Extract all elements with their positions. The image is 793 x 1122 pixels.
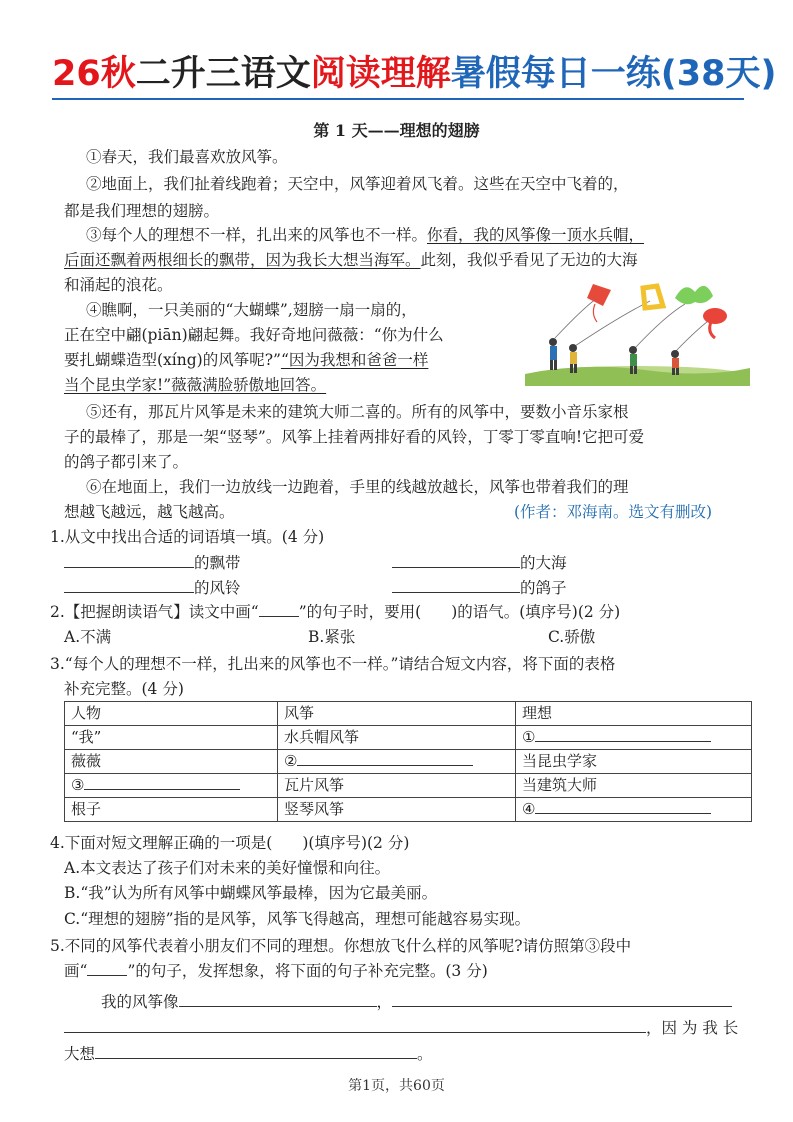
table-cell-blank[interactable]	[65, 774, 278, 798]
paragraph-5-line-1: ⑤还有，那瓦片风筝是未来的建筑大师二喜的。所有的风筝中，要数小音乐家根	[86, 403, 629, 421]
q5-prompt-text: 我的风筝像	[101, 993, 179, 1011]
paragraph-4-line-2: 正在空中翩(piān)翩起舞。我好奇地问薇薇：“你为什么	[64, 326, 444, 344]
q4-option-a: A.本文表达了孩子们对未来的美好憧憬和向往。	[64, 859, 391, 877]
question-1-stem: 1.从文中找出合适的词语填一填。(4 分)	[50, 528, 325, 546]
question-3-stem-line-1: 3.“每个人的理想不一样，扎出来的风筝也不一样。”请结合短文内容，将下面的表格	[50, 655, 616, 673]
paragraph-5-line-2: 子的最棒了，那是一架“竖琴”。风筝上挂着两排好看的风铃，丁零丁零直响!它把可爱	[64, 428, 645, 446]
table-cell: 薇薇	[65, 750, 278, 774]
table-row	[65, 726, 752, 750]
q1-blank-row-3	[64, 574, 241, 602]
blank-number: ②	[284, 752, 298, 770]
kite-flying-illustration	[525, 276, 750, 386]
q5-stem-part-1: 画“	[64, 962, 88, 980]
q5-blank-4[interactable]	[95, 1040, 417, 1059]
table-cell-blank[interactable]	[516, 798, 752, 822]
q5-because-text: ，因 为 我 长	[646, 1019, 739, 1037]
paragraph-6-line-1: ⑥在地面上，我们一边放线一边跑着，手里的线越放越长，风筝也带着我们的理	[86, 478, 629, 496]
underlined-quote-part-2: 当个昆虫学家!”薇薇满脸骄傲地回答。	[64, 376, 327, 394]
paragraph-4-text: 要扎蝴蝶造型(xíng)的风筝呢?”	[64, 351, 281, 369]
question-2-stem	[50, 599, 620, 626]
q1-blank-row-1	[64, 549, 241, 577]
table-cell: 水兵帽风筝	[278, 726, 516, 750]
paragraph-3-text: ③每个人的理想不一样，扎出来的风筝也不一样。	[86, 226, 428, 244]
answer-line	[535, 727, 711, 742]
q2-underline-marker	[259, 604, 299, 617]
paragraph-4-line-4	[64, 372, 326, 399]
paragraph-3-text-cont: 此刻，我似乎看见了无边的大海	[420, 251, 638, 269]
table-header-cell: 风筝	[278, 702, 516, 726]
paragraph-2-line-2: 都是我们理想的翅膀。	[64, 202, 220, 220]
table-cell-blank[interactable]	[516, 726, 752, 750]
q1-blank-3[interactable]	[64, 574, 194, 593]
q5-blank-2[interactable]	[392, 988, 732, 1007]
paragraph-5-line-3: 的鸽子都引来了。	[64, 453, 189, 471]
q1-blank-row-4	[392, 574, 567, 602]
paragraph-4-line-3	[64, 347, 428, 374]
paragraph-3-line-3: 和涌起的浪花。	[64, 276, 173, 294]
q5-answer-line-1	[101, 988, 732, 1016]
q1-word-3: 的风铃	[194, 579, 241, 597]
q5-underline-marker	[87, 963, 127, 976]
paragraph-6-line-2: 想越飞越远，越飞越高。	[64, 503, 235, 521]
q1-word-4: 的鸽子	[520, 579, 567, 597]
q2-stem-part-1: 2.【把握朗读语气】读文中画“	[50, 603, 259, 621]
blank-number: ①	[522, 728, 536, 746]
banner-part-4: 暑假每日一练(38天)	[450, 54, 777, 94]
table-cell: 瓦片风筝	[278, 774, 516, 798]
q2-option-c: C.骄傲	[548, 628, 596, 646]
table-cell: 竖琴风筝	[278, 798, 516, 822]
banner-underline	[52, 98, 744, 100]
blank-number: ③	[71, 776, 85, 794]
table-header-row	[65, 702, 752, 726]
q4-option-c: C.“理想的翅膀”指的是风筝，风筝飞得越高，理想可能越容易实现。	[64, 910, 531, 928]
page-number-footer: 第1页，共60页	[348, 1078, 445, 1094]
answer-line	[84, 775, 240, 790]
author-credit: (作者：邓海南。选文有删改)	[514, 503, 713, 521]
q3-table	[64, 701, 752, 822]
paragraph-3-line-1	[86, 222, 644, 249]
table-row	[65, 798, 752, 822]
question-5-stem-line-1: 5.不同的风筝代表着小朋友们不同的理想。你想放飞什么样的风筝呢?请仿照第③段中	[50, 937, 632, 955]
underlined-quote-part-1: “因为我想和爸爸一样	[280, 351, 429, 369]
paragraph-1: ①春天，我们最喜欢放风筝。	[86, 148, 288, 166]
q5-stem-part-2: ”的句子，发挥想象，将下面的句子补充完整。(3 分)	[127, 962, 488, 980]
question-4-stem	[50, 830, 409, 857]
q5-period: 。	[417, 1045, 433, 1063]
q2-option-a: A.不满	[64, 628, 112, 646]
table-header-cell: 理想	[516, 702, 752, 726]
q4-stem-part-2: )(填序号)(2 分)	[302, 834, 410, 852]
q1-word-1: 的飘带	[194, 554, 241, 572]
table-cell: 当昆虫学家	[516, 750, 752, 774]
day-title: 第 1 天——理想的翅膀	[313, 121, 480, 140]
q1-blank-2[interactable]	[392, 549, 520, 568]
table-cell: 当建筑大师	[516, 774, 752, 798]
question-3-stem-line-2: 补充完整。(4 分)	[64, 680, 184, 698]
q1-blank-row-2	[392, 549, 567, 577]
answer-line	[297, 751, 473, 766]
banner-title	[52, 48, 777, 100]
question-5-stem-line-2	[64, 958, 488, 985]
paragraph-3-line-2	[64, 247, 638, 274]
q5-answer-line-3	[64, 1040, 433, 1068]
q5-comma: ，	[376, 993, 393, 1011]
underlined-sentence-part-2: 后面还飘着两根细长的飘带，因为我长大想当海军。	[64, 251, 421, 269]
q4-stem-part-1: 4.下面对短文理解正确的一项是(	[50, 834, 273, 852]
table-cell: “我”	[65, 726, 278, 750]
q1-blank-4[interactable]	[392, 574, 520, 593]
blank-number: ④	[522, 800, 536, 818]
q5-dream-text: 大想	[64, 1045, 96, 1063]
paragraph-4-line-1: ④瞧啊，一只美丽的“大蝴蝶”,翅膀一扇一扇的，	[86, 301, 417, 319]
banner-part-1: 26秋	[52, 54, 136, 94]
q5-blank-1[interactable]	[179, 988, 377, 1007]
table-cell-blank[interactable]	[278, 750, 516, 774]
q2-stem-part-2: ”的句子时，要用(	[298, 603, 422, 621]
q2-option-b: B.紧张	[308, 628, 356, 646]
q4-option-b: B.“我”认为所有风筝中蝴蝶风筝最棒，因为它最美丽。	[64, 884, 438, 902]
q5-answer-line-2	[64, 1014, 738, 1042]
banner-part-2: 二升三语文	[135, 54, 311, 94]
q5-blank-3[interactable]	[64, 1014, 646, 1033]
banner-part-3: 阅读理解	[310, 54, 451, 94]
table-header-cell: 人物	[65, 702, 278, 726]
table-cell: 根子	[65, 798, 278, 822]
underlined-sentence-part-1: 你看，我的风筝像一顶水兵帽，	[427, 226, 645, 244]
q1-blank-1[interactable]	[64, 549, 194, 568]
q1-word-2: 的大海	[520, 554, 567, 572]
table-row	[65, 774, 752, 798]
q2-stem-part-3: )的语气。(填序号)(2 分)	[451, 603, 621, 621]
paragraph-2-line-1: ②地面上，我们扯着线跑着；天空中，风筝迎着风飞着。这些在天空中飞着的，	[86, 175, 629, 193]
answer-line	[535, 799, 711, 814]
table-row	[65, 750, 752, 774]
